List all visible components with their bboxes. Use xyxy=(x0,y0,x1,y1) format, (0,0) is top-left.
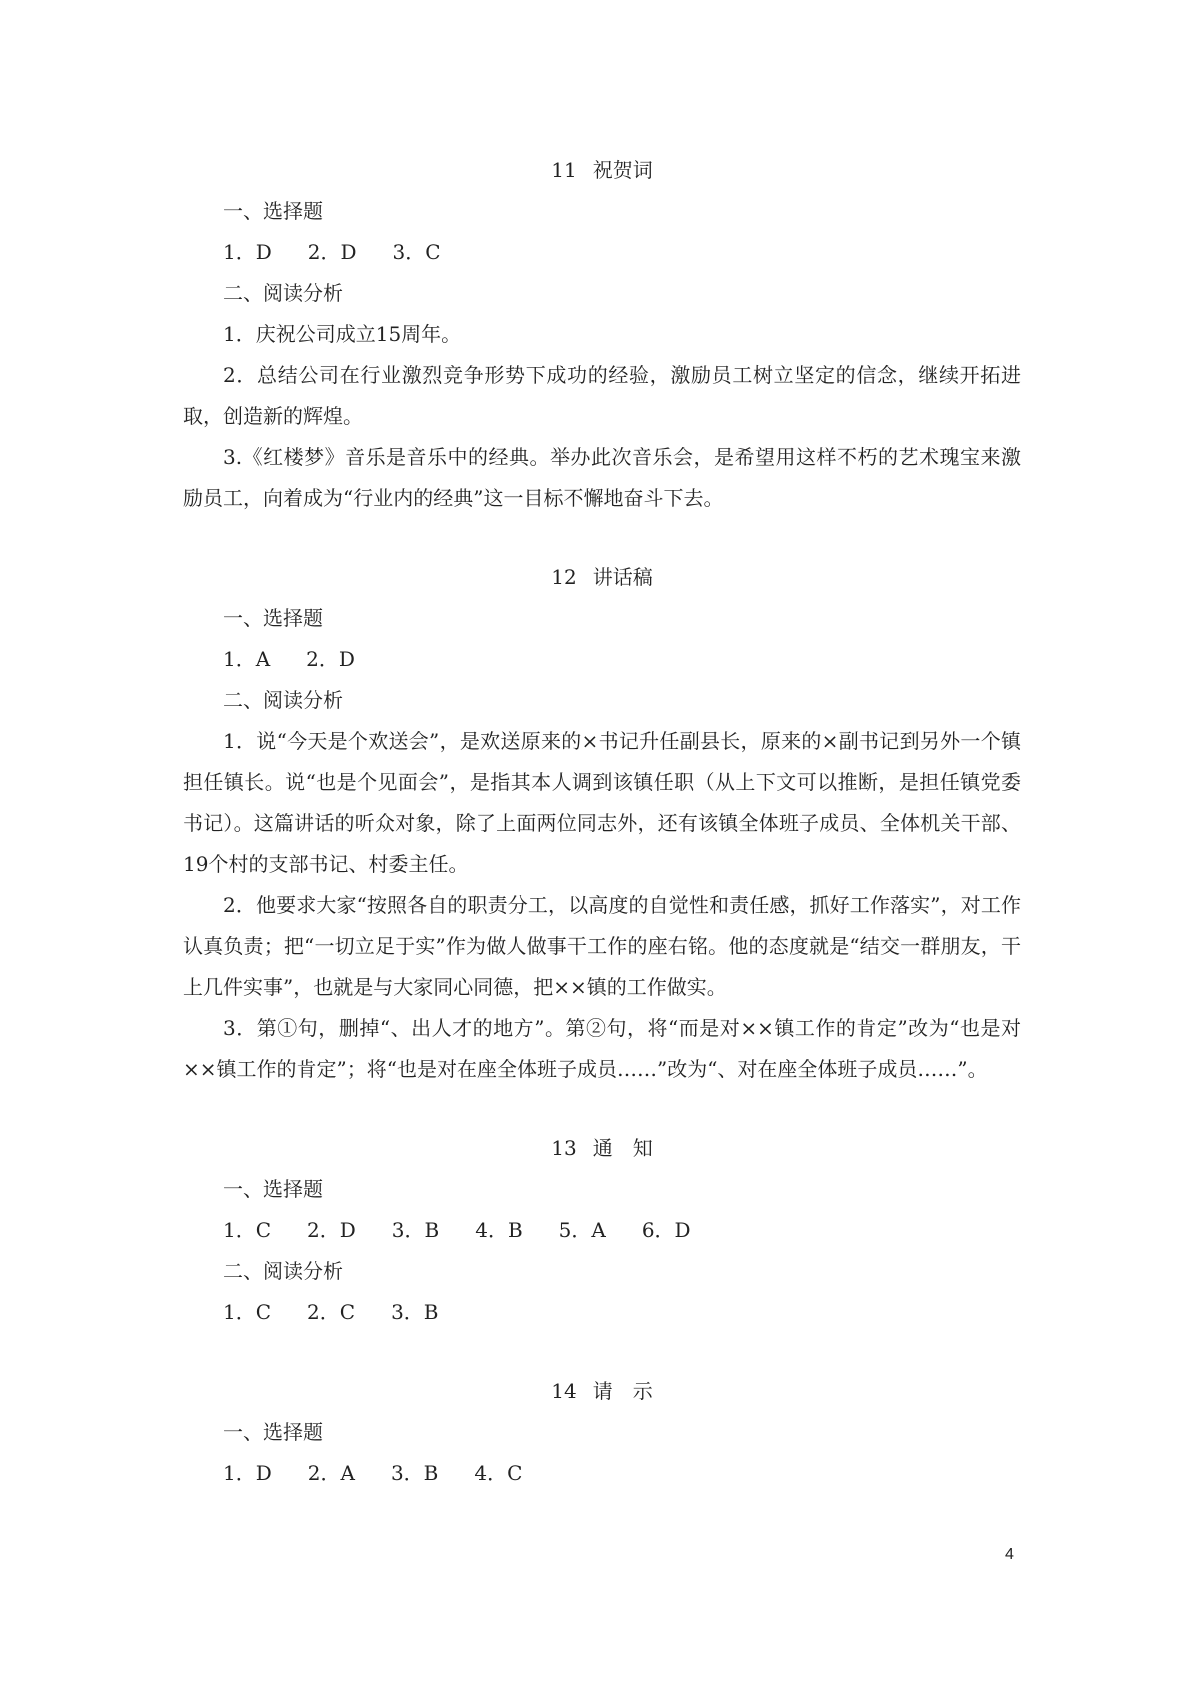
section-12 xyxy=(183,557,1021,1090)
subsection-heading: 一、选择题 xyxy=(223,1420,323,1444)
subsection-heading: 二、阅读分析 xyxy=(223,1259,343,1283)
answer-item: 3．B xyxy=(391,1218,440,1242)
answer-item: 2．D xyxy=(307,1218,356,1242)
subsection-heading: 二、阅读分析 xyxy=(223,281,343,305)
answer-item: 1．A xyxy=(223,647,271,671)
section-11 xyxy=(183,150,1021,519)
answer-item: 2．A xyxy=(307,1461,355,1485)
section-number: 13 xyxy=(551,1136,577,1160)
section-14 xyxy=(183,1371,1021,1494)
answer-row xyxy=(183,639,1021,680)
answer-paragraph: 2．总结公司在行业激烈竞争形势下成功的经验，激励员工树立坚定的信念，继续开拓进取，创造新的辉煌。 xyxy=(183,363,1021,428)
answer-item: 4．B xyxy=(475,1218,523,1242)
subsection-heading: 一、选择题 xyxy=(223,606,323,630)
section-title xyxy=(183,1371,1021,1412)
answer-paragraph: 1．说“今天是个欢送会”，是欢送原来的×书记升任副县长，原来的×副书记到另外一个镇担任镇长。说“也是个见面会”，是指其本人调到该镇任职（从上下文可以推断，是担任镇党委书记）。这篇讲话的听众对象，除了上面两位同志外，还有该镇全体班子成员、全体机关干部、19个村的支部书记、村委主任。 xyxy=(183,729,1021,876)
answer-paragraph: 1．庆祝公司成立15周年。 xyxy=(223,322,462,346)
section-title xyxy=(183,557,1021,598)
page-content xyxy=(183,150,1021,1494)
answer-item: 2．D xyxy=(307,240,357,264)
answer-row xyxy=(183,1292,1021,1333)
answer-item: 2．D xyxy=(306,647,355,671)
answer-item: 1．C xyxy=(223,1300,272,1324)
answer-paragraph: 3.《红楼梦》音乐是音乐中的经典。举办此次音乐会，是希望用这样不朽的艺术瑰宝来激励员工，向着成为“行业内的经典”这一目标不懈地奋斗下去。 xyxy=(183,445,1021,510)
answer-item: 1．C xyxy=(223,1218,272,1242)
subsection-heading: 一、选择题 xyxy=(223,1177,323,1201)
answer-item: 5．A xyxy=(558,1218,606,1242)
section-number: 14 xyxy=(551,1379,577,1403)
answer-row xyxy=(183,232,1021,273)
section-title-text: 通 知 xyxy=(592,1136,653,1160)
answer-paragraph: 3．第①句，删掉“、出人才的地方”。第②句，将“而是对××镇工作的肯定”改为“也是对××镇工作的肯定”；将“也是对在座全体班子成员……”改为“、对在座全体班子成员……”。 xyxy=(183,1016,1021,1081)
section-title-text: 祝贺词 xyxy=(592,158,653,182)
section-title xyxy=(183,150,1021,191)
answer-row xyxy=(183,1453,1021,1494)
subsection-heading: 一、选择题 xyxy=(223,199,323,223)
section-title-text: 讲话稿 xyxy=(592,565,653,589)
answer-item: 6．D xyxy=(641,1218,691,1242)
answer-item: 2．C xyxy=(307,1300,356,1324)
section-title xyxy=(183,1128,1021,1169)
section-number: 11 xyxy=(551,158,577,182)
answer-row xyxy=(183,1210,1021,1251)
section-title-text: 请 示 xyxy=(592,1379,653,1403)
answer-paragraph: 2．他要求大家“按照各自的职责分工，以高度的自觉性和责任感，抓好工作落实”，对工作认真负责；把“一切立足于实”作为做人做事干工作的座右铭。他的态度就是“结交一群朋友，干上几件实事”，也就是与大家同心同德，把××镇的工作做实。 xyxy=(183,893,1021,999)
answer-item: 1．D xyxy=(223,1461,272,1485)
answer-item: 1．D xyxy=(223,240,272,264)
answer-item: 3．C xyxy=(392,240,441,264)
section-number: 12 xyxy=(551,565,577,589)
answer-item: 3．B xyxy=(391,1300,439,1324)
page-number: 4 xyxy=(1005,1546,1014,1563)
answer-item: 4．C xyxy=(474,1461,523,1485)
section-13 xyxy=(183,1128,1021,1333)
answer-item: 3．B xyxy=(390,1461,439,1485)
subsection-heading: 二、阅读分析 xyxy=(223,688,343,712)
